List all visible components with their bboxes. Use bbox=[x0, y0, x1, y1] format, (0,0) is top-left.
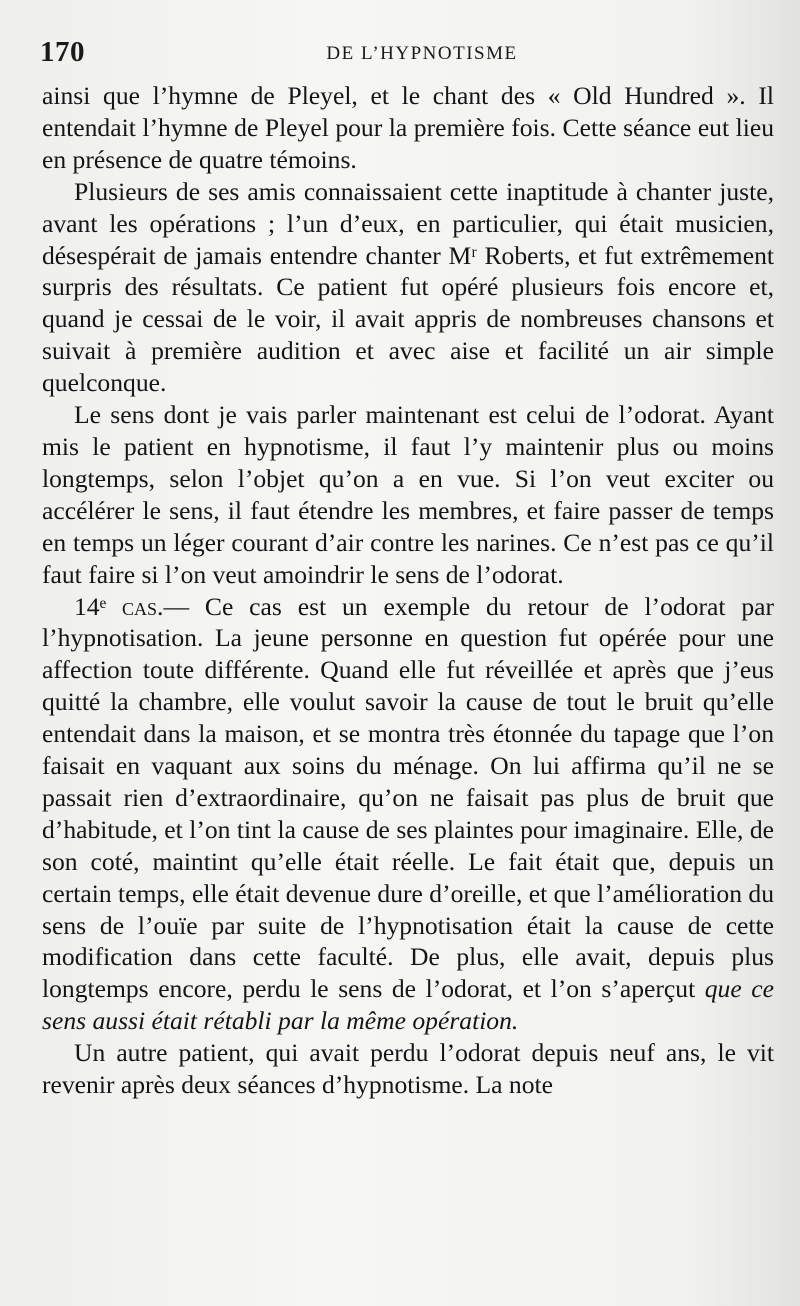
case-label: 14ᵉ cas. bbox=[74, 591, 164, 621]
body-text bbox=[42, 80, 774, 1101]
case-text: — Ce cas est un exemple du retour de l’odorat par l’hypnotisation. La jeune personne en question fut opérée pour une affection toute différente. Quand elle fut réveillée et après que j’eus quitté la chambre, elle voulut savoir la cause de tout le bruit qu’elle entendait dans la maison, et se montra très étonnée du tapage que l’on faisait en vaquant aux soins du ménage. On lui affirma qu’il ne se passait rien d’extraordinaire, qu’on ne faisait pas plus de bruit que d’habitude, et l’on tint la cause de ses plaintes pour imaginaire. Elle, de son coté, maintint qu’elle était réelle. Le fait était que, depuis un certain temps, elle était devenue dure d’oreille, et que l’amélioration du sens de l’ouïe par suite de l’hypnotisation était la cause de cette modification dans cette faculté. De plus, elle avait, depuis plus longtemps encore, perdu le sens de l’odorat, et l’on s’aperçut bbox=[42, 591, 775, 1004]
paragraph-other-patient: Un autre patient, qui avait perdu l’odorat depuis neuf ans, le vit revenir après deux séances d’hypnotisme. La note bbox=[42, 1038, 774, 1100]
paragraph-smell: Le sens dont je vais parler maintenant est celui de l’odorat. Ayant mis le patient en hypnotisme, il faut l’y maintenir plus ou moins longtemps, selon l’objet qu’on a en vue. Si l’on veut exciter ou accélérer le sens, il faut étendre les membres, et faire passer de temps en temps un léger courant d’air contre les narines. Ce n’est pas ce qu’il faut faire si l’on veut amoindrir le sens de l’odorat. bbox=[42, 400, 774, 589]
page-header bbox=[40, 36, 764, 70]
case-text-italic: que ce sens aussi était rétabli par la même opération. bbox=[42, 974, 774, 1036]
running-head: DE L’HYPNOTISME bbox=[326, 43, 518, 64]
paragraph-case-14 bbox=[42, 591, 774, 1038]
paragraph-continuation: ainsi que l’hymne de Pleyel, et le chant des « Old Hundred ». Il entendait l’hymne de Pleyel pour la première fois. Cette séance eut lieu en présence de quatre témoins. bbox=[42, 81, 774, 174]
paragraph-friends: Plusieurs de ses amis connaissaient cette inaptitude à chanter juste, avant les opérations ; l’un d’eux, en particulier, qui était musicien, désespérait de jamais entendre chanter Mʳ Roberts, et fut extrêmement surpris des résultats. Ce patient fut opéré plusieurs fois encore et, quand je cessai de le voir, il avait appris de nombreuses chansons et suivait à première audition et avec aise et facilité un air simple quelconque. bbox=[42, 176, 774, 398]
page-number: 170 bbox=[40, 36, 85, 68]
